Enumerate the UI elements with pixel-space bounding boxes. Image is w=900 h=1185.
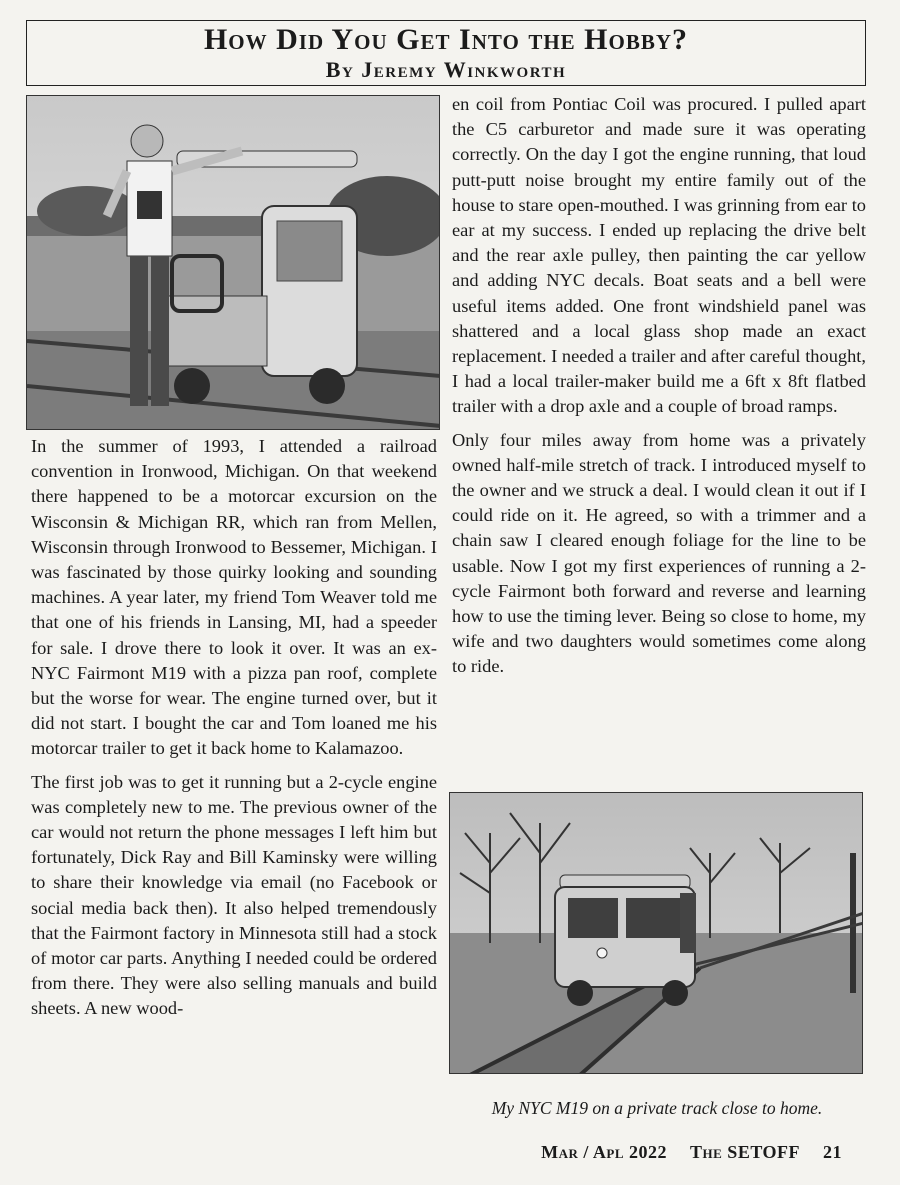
track-photo-illustration	[450, 793, 863, 1074]
article-title: How Did You Get Into the Hobby?	[203, 23, 689, 56]
paragraph: In the summer of 1993, I attended a railroad convention in Ironwood, Michigan. On that weekend there happened to be a motorcar excursion on the Wisconsin & Michigan RR, which ran from Mellen, Wisconsin through Ironwood to Bessemer, Michigan. I was fascinated by those quirky looking and sounding machines. A year later, my friend Tom Weaver told me that one of his friends in Lansing, MI, had a speeder for sale. I drove there to look it over. It was an ex-NYC Fairmont M19 with a pizza pan roof, complete but the worse for wear. The engine turned over, but it did not start. I bought the car and Tom loaned me his motorcar trailer to get it back home to Kalamazoo.	[31, 436, 437, 759]
photo-caption: My NYC M19 on a private track close to home.	[491, 1098, 823, 1118]
article-byline: By Jeremy Winkworth	[325, 57, 567, 82]
paragraph: The first job was to get it running but a 2-cycle engine was completely new to me. The previous owner of the car would not return the phone messages I left him but fortunately, Dick Ray and Bill Kaminsky were willing to share their knowledge via email (no Facebook or social media back then). It also helped tremendously that the Fairmont factory in Minnesota still had a stock of motor car parts. Anything I needed could be ordered from there. They were also selling manuals and build sheets. A new wood-	[31, 771, 437, 1019]
paragraph: en coil from Pontiac Coil was procured. I pulled apart the C5 carburetor and made sure it was operating correctly. On the day I got the engine running, that loud putt-putt noise brought my entire family out of the house to stare open-mouthed. I was grinning from ear to ear at my success. I ended up replacing the drive belt and the rear axle pulley, then painting the car yellow and adding NYC decals. Boat seats and a bell were useful items added. One front windshield panel was shattered and a local glass shop made an exact replacement. I needed a trailer and after careful thought, I had a local trailer-maker build me a 6ft x 8ft flatbed trailer with a drop axle and a couple of broad ramps.	[452, 94, 866, 417]
column-right	[452, 92, 866, 680]
publication-name: The SETOFF	[690, 1142, 800, 1162]
speeder-photo-illustration	[27, 96, 440, 430]
issue-date: Mar / Apl 2022	[541, 1142, 668, 1162]
photo-speeder-on-track	[449, 792, 863, 1074]
paragraph: Only four miles away from home was a privately owned half-mile stretch of track. I introduced myself to the owner and we struck a deal. I would clean it out if I could ride on it. He agreed, so with a trimmer and a chain saw I cleared enough foliage for the line to be usable. Now I got my first experiences of running a 2-cycle Fairmont both forward and reverse and learning how to use the timing lever. Being so close to home, my wife and two daughters would sometimes come along to ride.	[452, 429, 866, 677]
column-left	[31, 434, 437, 1022]
photo-man-with-speeder	[26, 95, 440, 430]
article-header	[26, 20, 866, 86]
page-number: 21	[823, 1142, 842, 1162]
page-footer	[523, 1142, 842, 1163]
